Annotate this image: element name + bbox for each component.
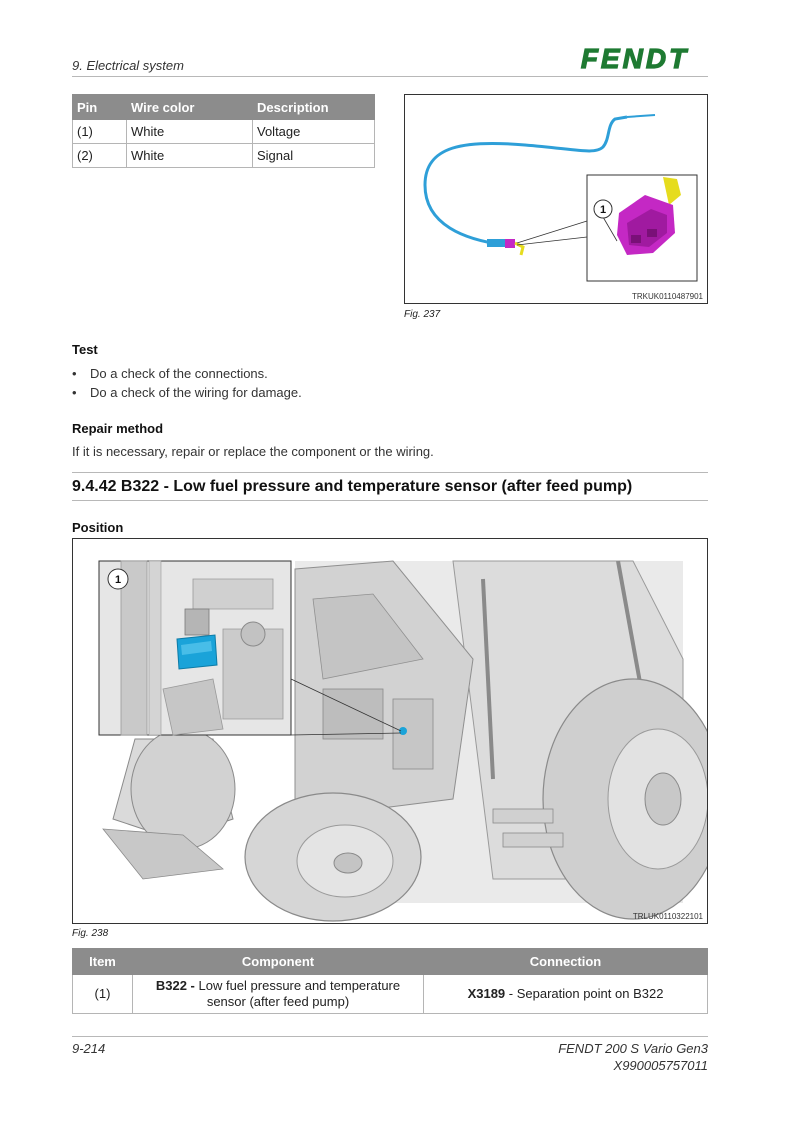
figure-237 [404,94,708,304]
figure-code: TRKUK0110487901 [631,292,703,301]
component-description: Low fuel pressure and temperature sensor (after feed pump) [194,978,401,1009]
description-cell: Signal [253,144,375,168]
connection-col-header: Connection [424,949,708,975]
list-item: • Do a check of the wiring for damage. [72,385,302,400]
figure-caption: Fig. 238 [72,928,109,939]
position-heading: Position [72,520,124,535]
callout-1: 1 [114,574,122,586]
pin-table [72,94,375,168]
footer-divider [72,1036,708,1037]
test-heading: Test [72,342,98,357]
model-name: FENDT 200 S Vario Gen3 [558,1041,708,1056]
figure-code: TRLUK0110322101 [632,912,703,921]
list-item-text: Do a check of the wiring for damage. [90,385,302,400]
fendt-logo [562,44,708,74]
pin-cell: (1) [73,120,127,144]
item-cell: (1) [73,975,133,1014]
connection-code: X3189 [467,986,506,1001]
component-col-header: Component [133,949,424,975]
component-cell [133,975,424,1014]
header-divider [72,76,708,77]
component-code: B322 - [155,978,195,993]
wire-color-cell: White [127,120,253,144]
pin-cell: (2) [73,144,127,168]
tractor-illustration [73,539,707,923]
wire-color-cell: White [127,144,253,168]
document-number: X990005757011 [613,1058,708,1073]
wire-color-col-header: Wire color [127,95,253,120]
list-item-text: Do a check of the connections. [90,366,268,381]
component-table [72,948,708,1014]
repair-heading: Repair method [72,421,164,436]
figure-238 [72,538,708,924]
figure-caption: Fig. 237 [404,309,441,320]
section-divider-bottom [72,500,708,501]
connection-cell [424,975,708,1014]
section-divider-top [72,472,708,473]
wiring-harness-illustration [405,95,707,303]
svg-text:FENDT: FENDT [580,44,690,74]
list-item: • Do a check of the connections. [72,366,268,381]
table-row [73,120,375,144]
description-cell: Voltage [253,120,375,144]
connection-description: - Separation point on B322 [505,986,664,1001]
page-number: 9-214 [72,1041,106,1056]
callout-1: 1 [599,204,607,216]
table-row [73,144,375,168]
table-row [73,975,708,1014]
section-header: 9. Electrical system [72,58,184,73]
section-title: 9.4.42 B322 - Low fuel pressure and temperature sensor (after feed pump) [72,478,633,495]
item-col-header: Item [73,949,133,975]
repair-text: If it is necessary, repair or replace the component or the wiring. [72,444,434,459]
description-col-header: Description [253,95,375,120]
pin-col-header: Pin [73,95,127,120]
